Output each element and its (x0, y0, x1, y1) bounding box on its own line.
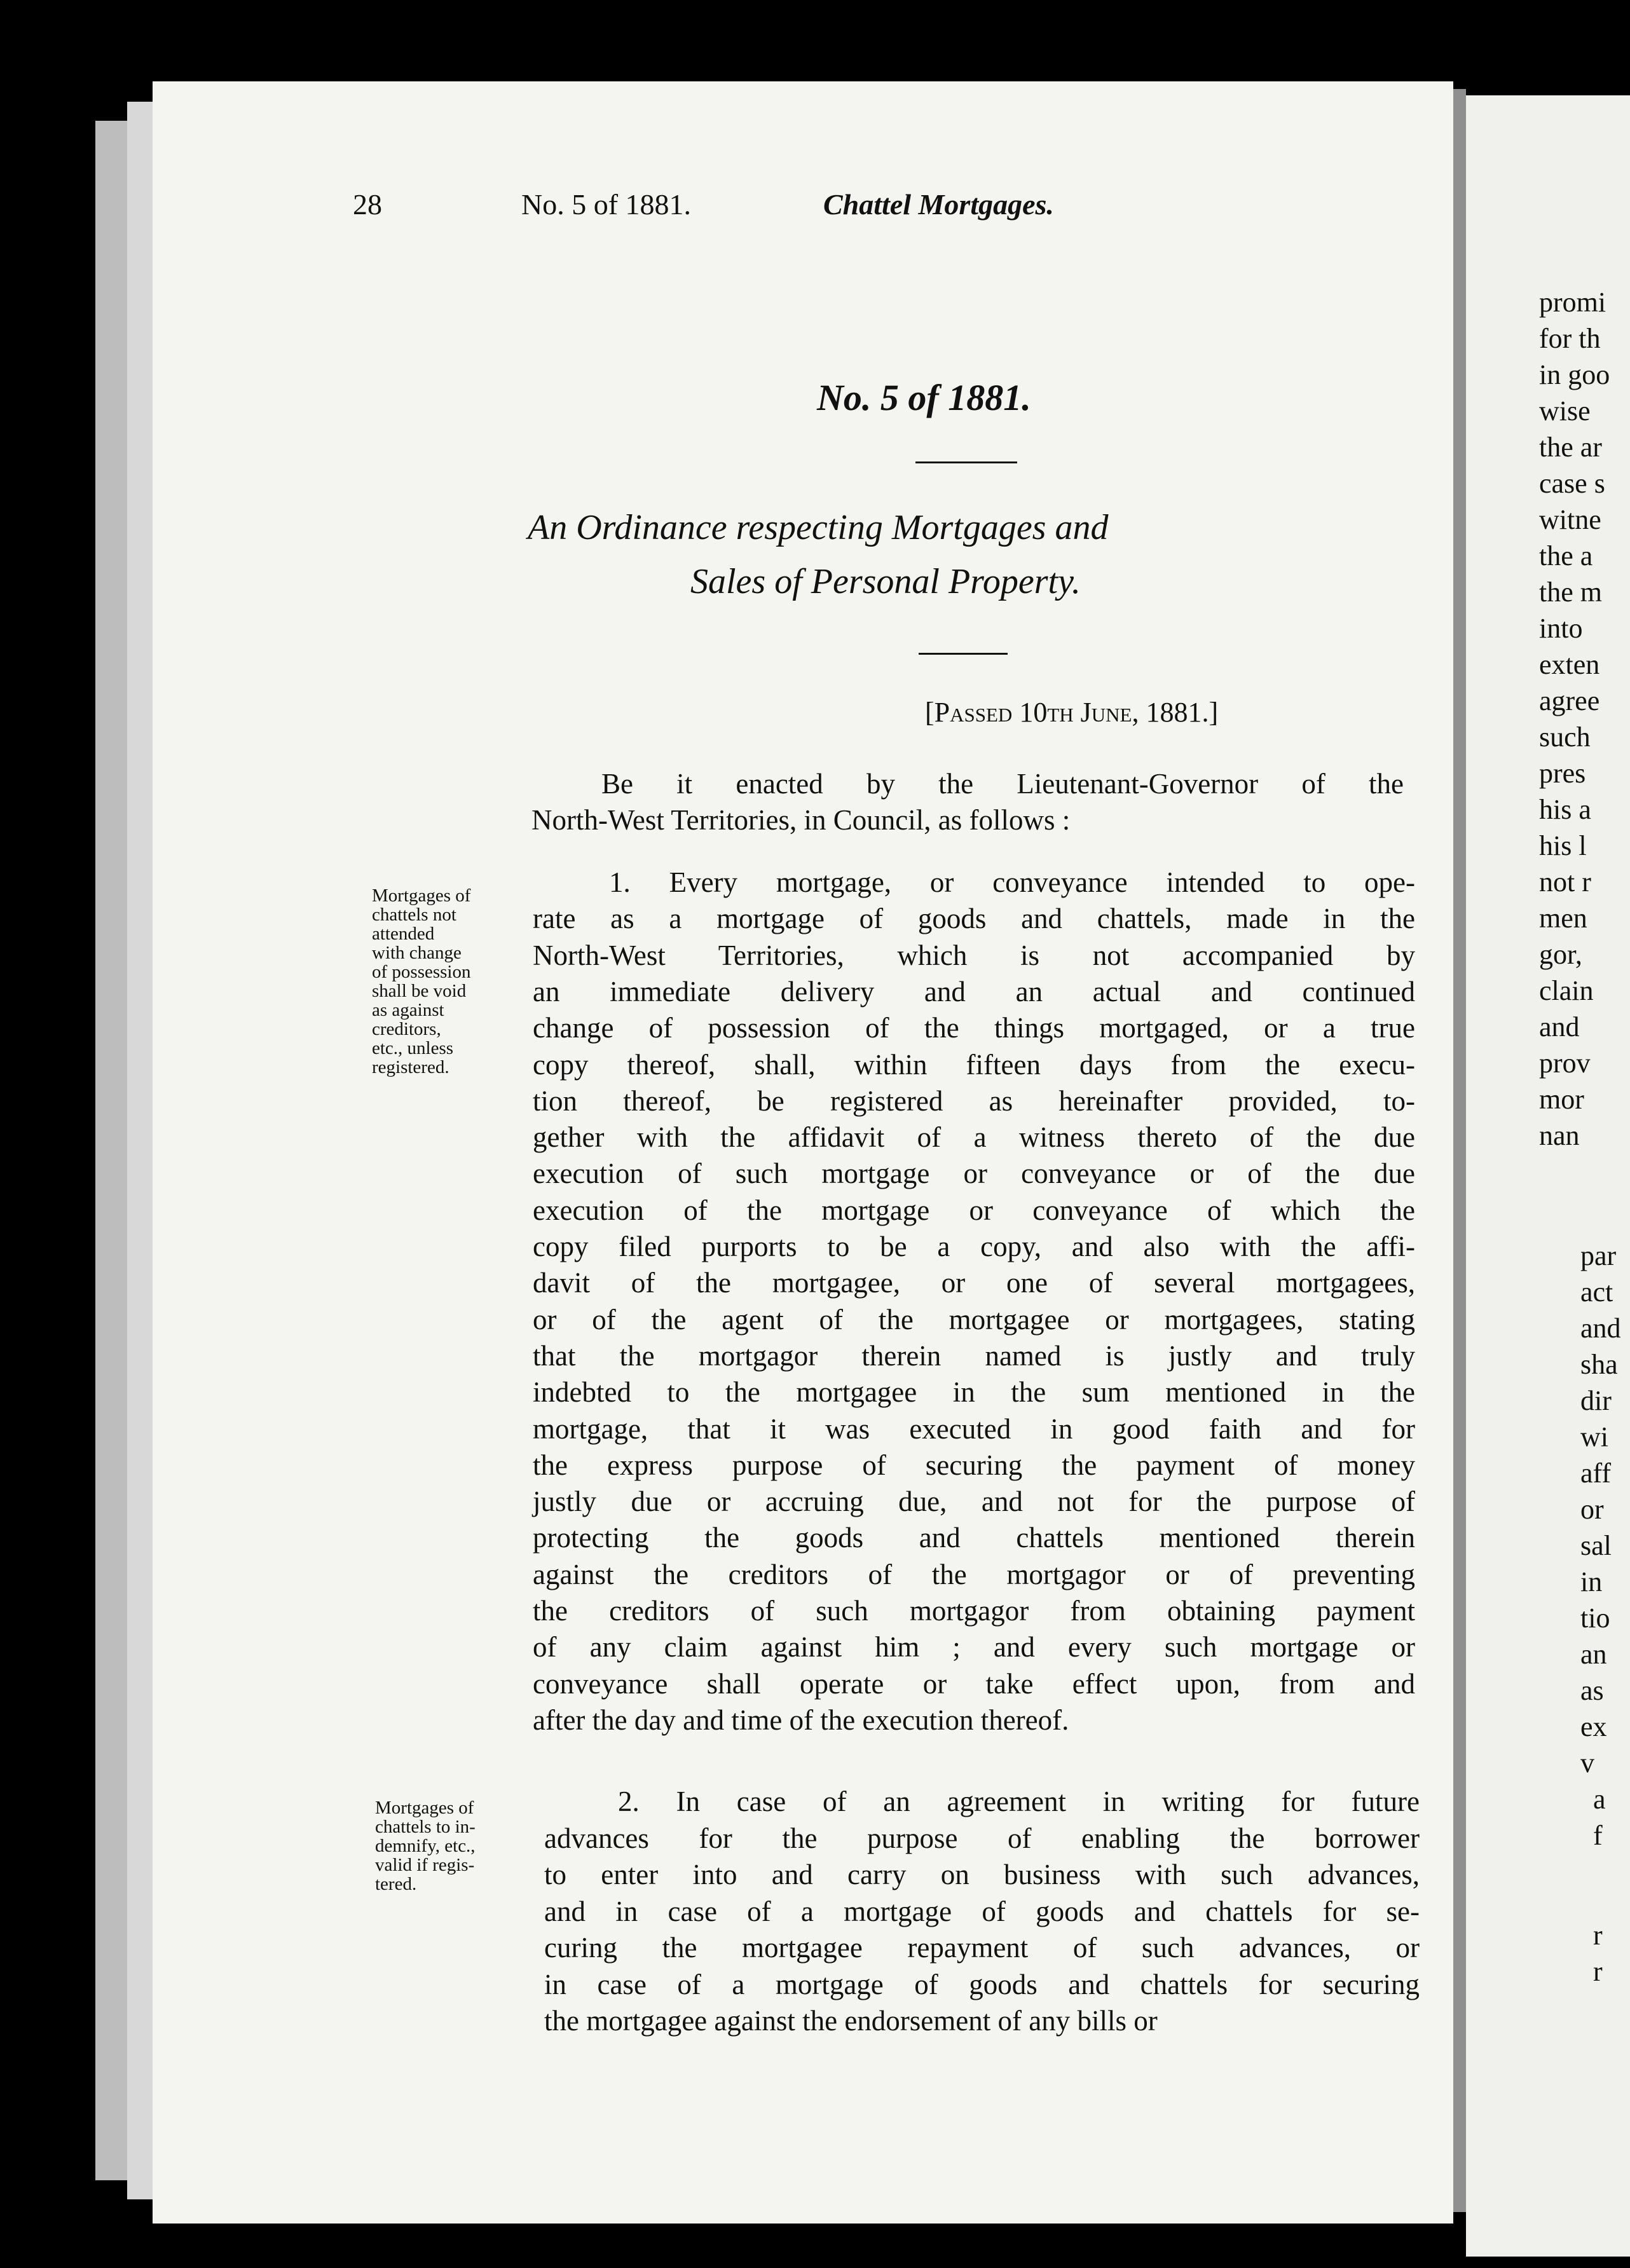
facing-page-fragment: the a (1539, 540, 1593, 571)
marginal-note-line: registered. (372, 1057, 449, 1077)
facing-page-fragment: promi (1539, 287, 1606, 318)
facing-page-fragment: v (1580, 1747, 1594, 1779)
marginal-note-line: etc., unless (372, 1038, 454, 1058)
section-line: copy thereof, shall, within fifteen days from the execu- (533, 1048, 1415, 1081)
marginal-note-line: Mortgages of (375, 1798, 474, 1818)
section-line: 1. Every mortgage, or conveyance intended to ope- (609, 866, 1415, 898)
passed-year: , 1881.] (1132, 697, 1219, 728)
section-line: an immediate delivery and an actual and continued (533, 975, 1415, 1008)
facing-page-fragment: wi (1580, 1421, 1608, 1452)
section-line: curing the mortgagee repayment of such advances, or (544, 1932, 1420, 1964)
section-line: gether with the affidavit of a witness thereto of the due (533, 1121, 1415, 1154)
section-line: copy filed purports to be a copy, and also with the affi- (533, 1231, 1415, 1262)
section-line: the express purpose of securing the payment of money (533, 1449, 1415, 1481)
section-line: the mortgagee against the endorsement of any bills or (544, 2005, 1158, 2037)
marginal-note-line: valid if regis- (375, 1855, 475, 1875)
section-line: execution of the mortgage or conveyance of which the (533, 1194, 1415, 1226)
facing-page-fragment: clain (1539, 975, 1594, 1006)
facing-page-fragment: agree (1539, 685, 1600, 716)
facing-page-fragment: his l (1539, 830, 1587, 861)
passed-bracket: [ (925, 697, 935, 728)
facing-page-fragment: sha (1580, 1349, 1618, 1380)
facing-page-fragment: an (1580, 1639, 1607, 1670)
section-line: advances for the purpose of enabling the borrower (544, 1822, 1420, 1854)
section-line: change of possession of the things mortgaged, or a true (533, 1012, 1415, 1044)
section-line: against the creditors of the mortgagor or of preventing (533, 1558, 1415, 1590)
section-line: justly due or accruing due, and not for the purpose of (533, 1486, 1415, 1518)
marginal-note-line: demnify, etc., (375, 1836, 476, 1856)
facing-page-fragment: wise (1539, 395, 1591, 427)
page-number: 28 (353, 188, 382, 221)
facing-page-fragment: into (1539, 613, 1583, 644)
section-line: and in case of a mortgage of goods and chattels for se- (544, 1895, 1420, 1927)
facing-page-fragment: in (1580, 1566, 1603, 1597)
section-line: execution of such mortgage or conveyance or of the due (533, 1158, 1415, 1190)
enacting-line: North-West Territories, in Council, as follows : (531, 804, 1071, 836)
facing-page-fragment: prov (1539, 1048, 1591, 1079)
facing-page-fragment: aff (1580, 1458, 1612, 1489)
marginal-note-line: Mortgages of (372, 885, 471, 906)
facing-page-fragment: par (1580, 1240, 1617, 1271)
facing-page-fragment: men (1539, 903, 1587, 934)
facing-page-fragment: the m (1539, 577, 1602, 608)
passed-word: Passed (934, 697, 1013, 728)
section-line: 2. In case of an agreement in writing for future (618, 1786, 1420, 1817)
section-line: that the mortgagor therein named is justly and truly (533, 1339, 1415, 1372)
facing-page-fragment: ex (1580, 1711, 1607, 1742)
ordinance-title-line: Sales of Personal Property. (690, 562, 1081, 601)
section-line: North-West Territories, which is not accompanied by (533, 939, 1415, 971)
facing-page-fragment: case s (1539, 468, 1605, 499)
facing-page-fragment: for th (1539, 323, 1601, 354)
facing-page-fragment: witne (1539, 504, 1601, 535)
section-line: the creditors of such mortgagor from obtaining payment (533, 1595, 1415, 1627)
marginal-note-line: of possession (372, 962, 471, 982)
facing-page-fragment: tio (1580, 1602, 1610, 1634)
facing-page-fragment: not r (1539, 866, 1591, 898)
running-act-number: No. 5 of 1881. (521, 188, 692, 221)
act-title: No. 5 of 1881. (817, 377, 1031, 418)
facing-page-fragment: and (1580, 1313, 1621, 1344)
facing-page-fragment: pres (1539, 758, 1586, 789)
section-line: to enter into and carry on business with such advances, (544, 1859, 1420, 1890)
facing-page-fragment: his a (1539, 794, 1591, 825)
facing-page-fragment: mor (1539, 1084, 1584, 1115)
section-line: in case of a mortgage of goods and chattels for securing (544, 1968, 1420, 2000)
facing-page-fragment: act (1580, 1276, 1613, 1308)
section-line: indebted to the mortgagee in the sum mentioned in the (533, 1376, 1415, 1409)
section-line: protecting the goods and chattels mentioned therein (533, 1522, 1415, 1554)
facing-page-fragment: r (1593, 1956, 1603, 1987)
section-line: or of the agent of the mortgagee or mortgagees, stating (533, 1303, 1415, 1336)
facing-page-fragment: nan (1539, 1120, 1580, 1151)
section-line: davit of the mortgagee, or one of several mortgagees, (533, 1267, 1415, 1299)
marginal-note-line: with change (372, 943, 462, 963)
divider-rule (915, 461, 1017, 463)
enacting-line: Be it enacted by the Lieutenant-Governor of the (601, 768, 1404, 800)
section-line: of any claim against him ; and every such mortgage or (533, 1631, 1415, 1663)
divider-rule (919, 653, 1008, 655)
section-line: mortgage, that it was executed in good faith and for (533, 1412, 1415, 1445)
facing-page-fragment: or (1580, 1494, 1604, 1525)
facing-page-fragment: f (1593, 1820, 1603, 1851)
marginal-note-line: attended (372, 924, 435, 944)
marginal-note-line: shall be void (372, 981, 467, 1001)
facing-page-fragment: a (1593, 1784, 1606, 1815)
facing-page-fragment: as (1580, 1675, 1604, 1706)
passed-date (925, 696, 1218, 728)
facing-page-fragment: such (1539, 721, 1591, 753)
facing-page-fragment: and (1539, 1011, 1580, 1042)
facing-page-fragment: in goo (1539, 359, 1610, 390)
marginal-note-line: chattels not (372, 905, 456, 925)
ordinance-title-line: An Ordinance respecting Mortgages and (528, 508, 1109, 547)
running-title: Chattel Mortgages. (823, 188, 1054, 221)
section-line: after the day and time of the execution thereof. (533, 1704, 1069, 1736)
facing-page-fragment: dir (1580, 1385, 1612, 1416)
passed-month: June (1080, 697, 1132, 728)
facing-page (1466, 95, 1630, 2257)
marginal-note-line: creditors, (372, 1019, 441, 1039)
section-line: rate as a mortgage of goods and chattels, made in the (533, 903, 1415, 935)
facing-page-fragment: sal (1580, 1530, 1612, 1561)
facing-page-fragment: exten (1539, 649, 1600, 680)
marginal-note-line: tered. (375, 1874, 417, 1894)
section-line: tion thereof, be registered as hereinafter provided, to- (533, 1084, 1415, 1117)
passed-day: 10th (1019, 697, 1074, 728)
marginal-note-line: chattels to in- (375, 1817, 476, 1837)
section-line: conveyance shall operate or take effect upon, from and (533, 1667, 1415, 1700)
facing-page-fragment: r (1593, 1920, 1603, 1951)
facing-page-fragment: the ar (1539, 432, 1602, 463)
marginal-note-line: as against (372, 1000, 444, 1020)
book-gutter (1453, 89, 1466, 2212)
facing-page-fragment: gor, (1539, 939, 1582, 970)
